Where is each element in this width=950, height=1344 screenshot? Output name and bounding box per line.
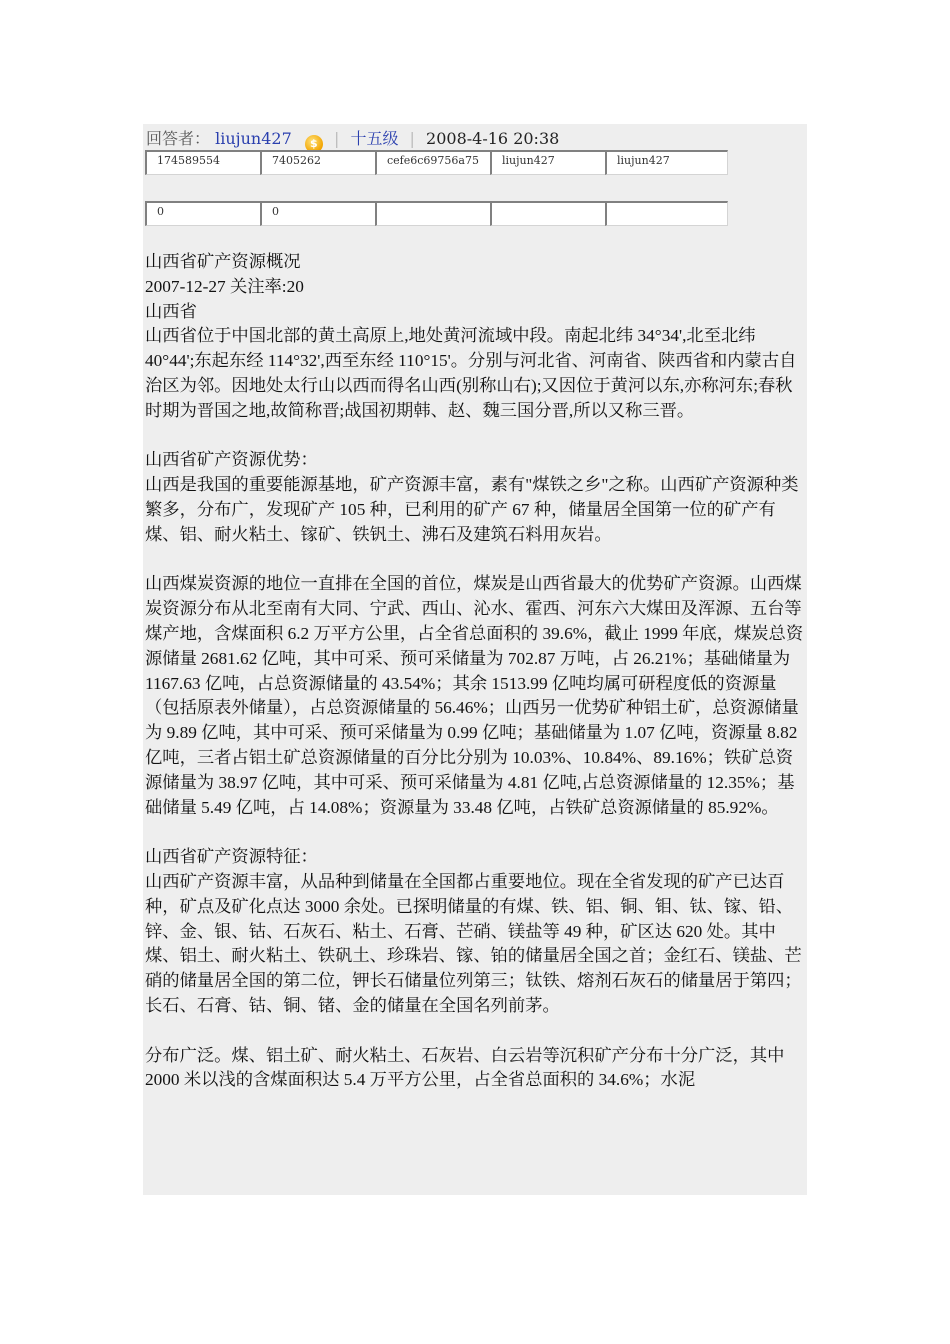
feature-heading: 山西省矿产资源特征：: [145, 847, 318, 867]
answer-panel: [143, 124, 807, 1195]
advantage-heading: 山西省矿产资源优势：: [145, 450, 318, 470]
separator: |: [409, 129, 415, 148]
answer-info: [146, 128, 559, 150]
article-body: [145, 250, 805, 1093]
answer-datetime: 2008-4-16 20:38: [426, 129, 560, 148]
text-field[interactable]: liujun427: [490, 150, 613, 175]
intro-paragraph: 山西省位于中国北部的黄土高原上,地处黄河流域中段。南起北纬 34°34',北至北纬 40°44';东起东经 114°32',西至东经 110°15'。分别与河北省、河南省、陕西省和内蒙古自治区为邻。因地处太行山以西而得名山西(别称山右);又因位于黄河以东,亦称河东;春秋时期为晋国之地,故简称晋;战国初期韩、赵、魏三国分晋,所以又称三晋。: [145, 326, 797, 420]
article-title: 山西省矿产资源概况: [145, 252, 301, 271]
text-field[interactable]: [490, 201, 613, 226]
text-field[interactable]: liujun427: [605, 150, 728, 175]
advantage-paragraph: 山西是我国的重要能源基地，矿产资源丰富，素有"煤铁之乡"之称。山西矿产资源种类繁多，分布广，发现矿产 105 种，已利用的矿产 67 种，储量居全国第一位的矿产有煤、铝、耐火粘土、镓矿、铁钒土、沸石及建筑石料用灰岩。: [145, 475, 799, 544]
coal-paragraph: 山西煤炭资源的地位一直排在全国的首位，煤炭是山西省最大的优势矿产资源。山西煤炭资源分布从北至南有大同、宁武、西山、沁水、霍西、河东六大煤田及浑源、五台等煤产地，含煤面积 6.2 万平方公里，占全省总面积的 39.6%，截止 1999 年底，煤炭总资源储量 2681.62 亿吨，其中可采、预可采储量为 702.87 万吨，占 26.21%；基础储量为 1167.63 亿吨，占总资源储量的 43.54%；其余 1513.99 亿吨均属可研程度低的资源量（包括原表外储量），占总资源储量的 56.46%；山西另一优势矿种铝土矿，总资源储量为 9.89 亿吨，其中可采、预可采储量为 0.99 亿吨；基础储量为 1.07 亿吨，资源量 8.82 亿吨，三者占铝土矿总资源储量的百分比分别为 10.03%、10.84%、89.16%；铁矿总资源储量为 38.97 亿吨，其中可采、预可采储量为 4.81 亿吨,占总资源储量的 12.35%；基础储量 5.49 亿吨，占 14.08%；资源量为 33.48 亿吨，占铁矿总资源储量的 85.92%。: [145, 574, 804, 817]
text-field[interactable]: cefe6c69756a75: [375, 150, 498, 175]
text-field[interactable]: 7405262: [260, 150, 383, 175]
text-field[interactable]: 0: [260, 201, 383, 226]
distribution-paragraph: 分布广泛。煤、铝土矿、耐火粘土、石灰岩、白云岩等沉积矿产分布十分广泛，其中 2000 米以浅的含煤面积达 5.4 万平方公里，占全省总面积的 34.6%；水泥: [145, 1045, 785, 1090]
user-level-link[interactable]: 十五级: [350, 129, 399, 148]
text-field[interactable]: 0: [145, 201, 268, 226]
answerer-username-link[interactable]: liujun427: [215, 129, 292, 148]
feature-paragraph: 山西矿产资源丰富，从品种到储量在全国都占重要地位。现在全省发现的矿产已达百种，矿点及矿化点达 3000 余处。已探明储量的有煤、铁、铝、铜、钼、钛、镓、铅、锌、金、银、钴、石灰石、粘土、石膏、芒硝、镁盐等 49 种，矿区达 620 处。其中煤、铝土、耐火粘土、铁矾土、珍珠岩、镓、铂的储量居全国之首；金红石、镁盐、芒硝的储量居全国的第二位，钾长石储量位列第三；钛铁、熔剂石灰石的储量居于第四；长石、石膏、钴、铜、锗、金的储量在全国名列前茅。: [145, 871, 802, 1015]
coin-icon: $: [305, 135, 323, 153]
province-name: 山西省: [145, 301, 197, 321]
text-field[interactable]: 174589554: [145, 150, 268, 175]
separator: |: [333, 129, 340, 148]
text-field[interactable]: [605, 201, 728, 226]
article-meta: 2007-12-27 关注率:20: [145, 276, 304, 296]
text-field[interactable]: [375, 201, 498, 226]
answerer-label: 回答者：: [146, 129, 211, 148]
